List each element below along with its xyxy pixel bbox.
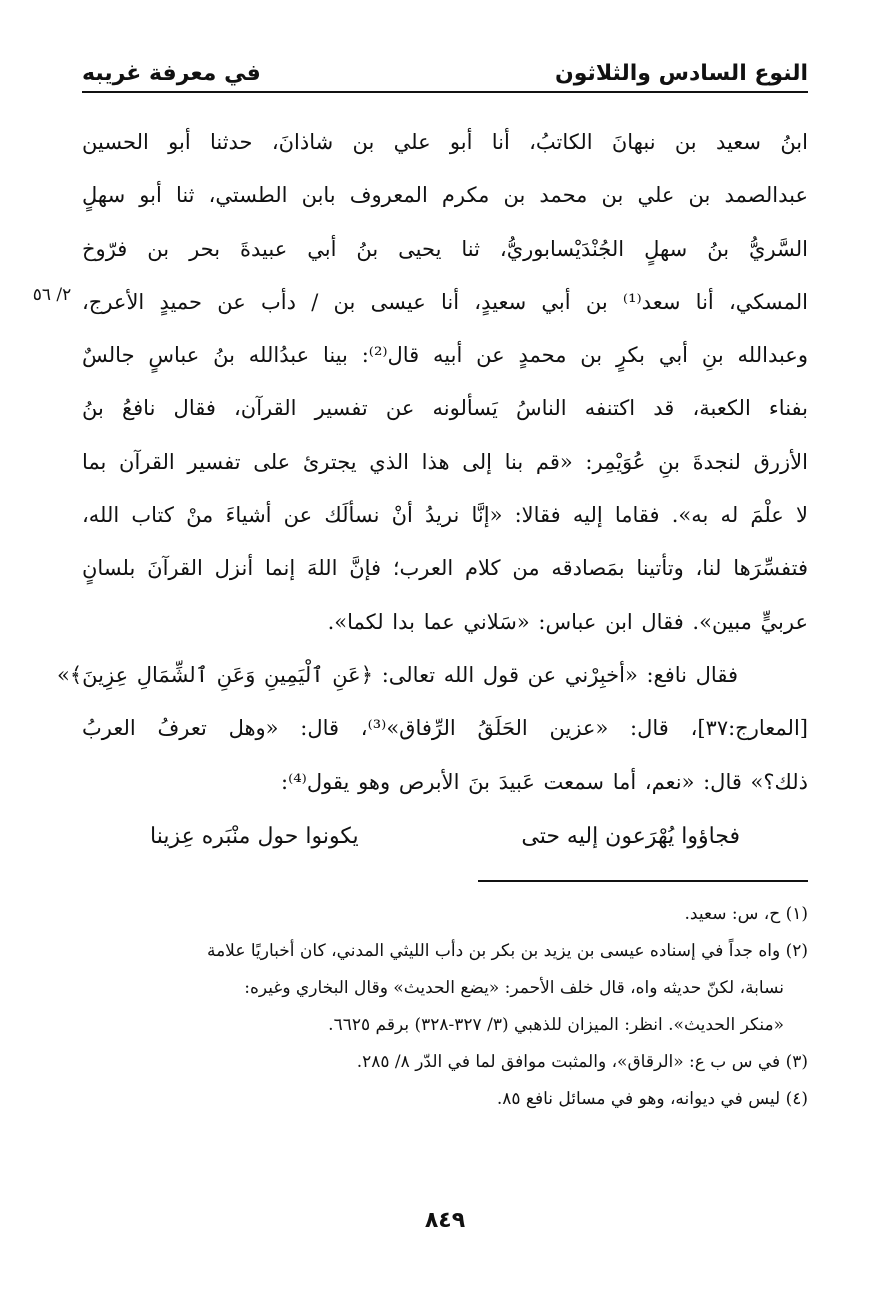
text-line: فقال نافع: «أخبِرْني عن قول الله تعالى: ﴿عَنِ ٱلْيَمِينِ وَعَنِ ٱلشِّمَالِ عِزِينَ﴾» — [57, 662, 738, 687]
text-line: فتفسِّرَها لنا، وتأتينا بمَصادقه من كلام العرب؛ فإنَّ اللهَ إنما أنزل القرآنَ بلسانٍ — [82, 556, 808, 581]
text-line: وعبدالله بنِ أبي بكرٍ بن محمدٍ عن أبيه قال⁽²⁾: بينا عبدُالله بنُ عباسٍ جالسٌ — [82, 343, 808, 368]
text-line: لا علْمَ له به». فقاما إليه فقالا: «إنَّا نريدُ أنْ نسألَك عن أشياءَ منْ كتاب الله، — [82, 503, 808, 528]
verse-second-hemistich: يكونوا حول منْبَره عِزينا — [150, 823, 359, 849]
header-section-title: في معرفة غريبه — [82, 61, 261, 86]
text-line: الأزرق لنجدةَ بنِ عُوَيْمِر: «قم بنا إلى هذا الذي يجترئ على تفسير القرآن بما — [82, 449, 808, 474]
footnote-2-continued: «منكر الحديث». انظر: الميزان للذهبي (٣/ ٣٢٧-٣٢٨) برقم ٦٦٢٥. — [328, 1015, 784, 1035]
footnote-2: (٢) واه جداً في إسناده عيسى بن يزيد بن بكر بن دأب الليثي المدني، كان أخباريًا علامة — [206, 941, 808, 961]
footnote-4: (٤) ليس في ديوانه، وهو في مسائل نافع ٨٥. — [496, 1089, 808, 1109]
text-line: ذلك؟» قال: «نعم، أما سمعت عَبيدَ بنَ الأبرص وهو يقول⁽⁴⁾: — [281, 769, 808, 794]
text-line: بفناء الكعبة، قد اكتنفه الناسُ يَسألونه عن تفسير القرآن، فقال نافعُ بنُ — [82, 396, 808, 421]
text-line: عبدالصمد بن علي بن محمد بن مكرم المعروف بابن الطستي، ثنا أبو سهلٍ — [82, 183, 808, 208]
running-header — [82, 44, 808, 86]
text-line: المسكي، أنا سعد⁽¹⁾ بن أبي سعيدٍ، أنا عيسى بن / دأب عن حميدٍ الأعرج، — [82, 289, 808, 314]
main-text — [57, 116, 808, 809]
page-number: ٨٤٩ — [424, 1208, 466, 1233]
footnote-2-continued: نسابة، لكنّ حديثه واه، قال خلف الأحمر: «يضع الحديث» وقال البخاري وغيره: — [244, 978, 784, 998]
footnote-1: (١) ح، س: سعيد. — [684, 904, 808, 924]
footnote-divider — [478, 880, 808, 882]
verse-first-hemistich: فجاؤوا يُهْرَعون إليه حتى — [521, 823, 740, 849]
text-line: عربيٍّ مبين». فقال ابن عباس: «سَلاني عما بدا لكما». — [327, 609, 808, 634]
margin-manuscript-reference: ٢/ ٥٦ — [32, 285, 72, 305]
header-divider — [82, 91, 808, 93]
poetry-verse — [150, 813, 740, 859]
header-chapter-title: النوع السادس والثلاثون — [554, 61, 808, 86]
text-line: [المعارج:٣٧]، قال: «عزين الحَلَقُ الرِّفاق»⁽³⁾، قال: «وهل تعرفُ العربُ — [82, 716, 808, 741]
footnote-3: (٣) في س ب ع: «الرقاق»، والمثبت موافق لما في الدّر ٨/ ٢٨٥. — [356, 1052, 808, 1072]
text-line: السَّريُّ بنُ سهلٍ الجُنْدَيْسابوريُّ، ثنا يحيى بنُ أبي عبيدةَ بحر بن فرّوخ — [82, 236, 808, 261]
text-line: ابنُ سعيد بن نبهانَ الكاتبُ، أنا أبو علي بن شاذانَ، حدثنا أبو الحسين — [82, 130, 808, 154]
footnotes — [82, 896, 808, 1118]
